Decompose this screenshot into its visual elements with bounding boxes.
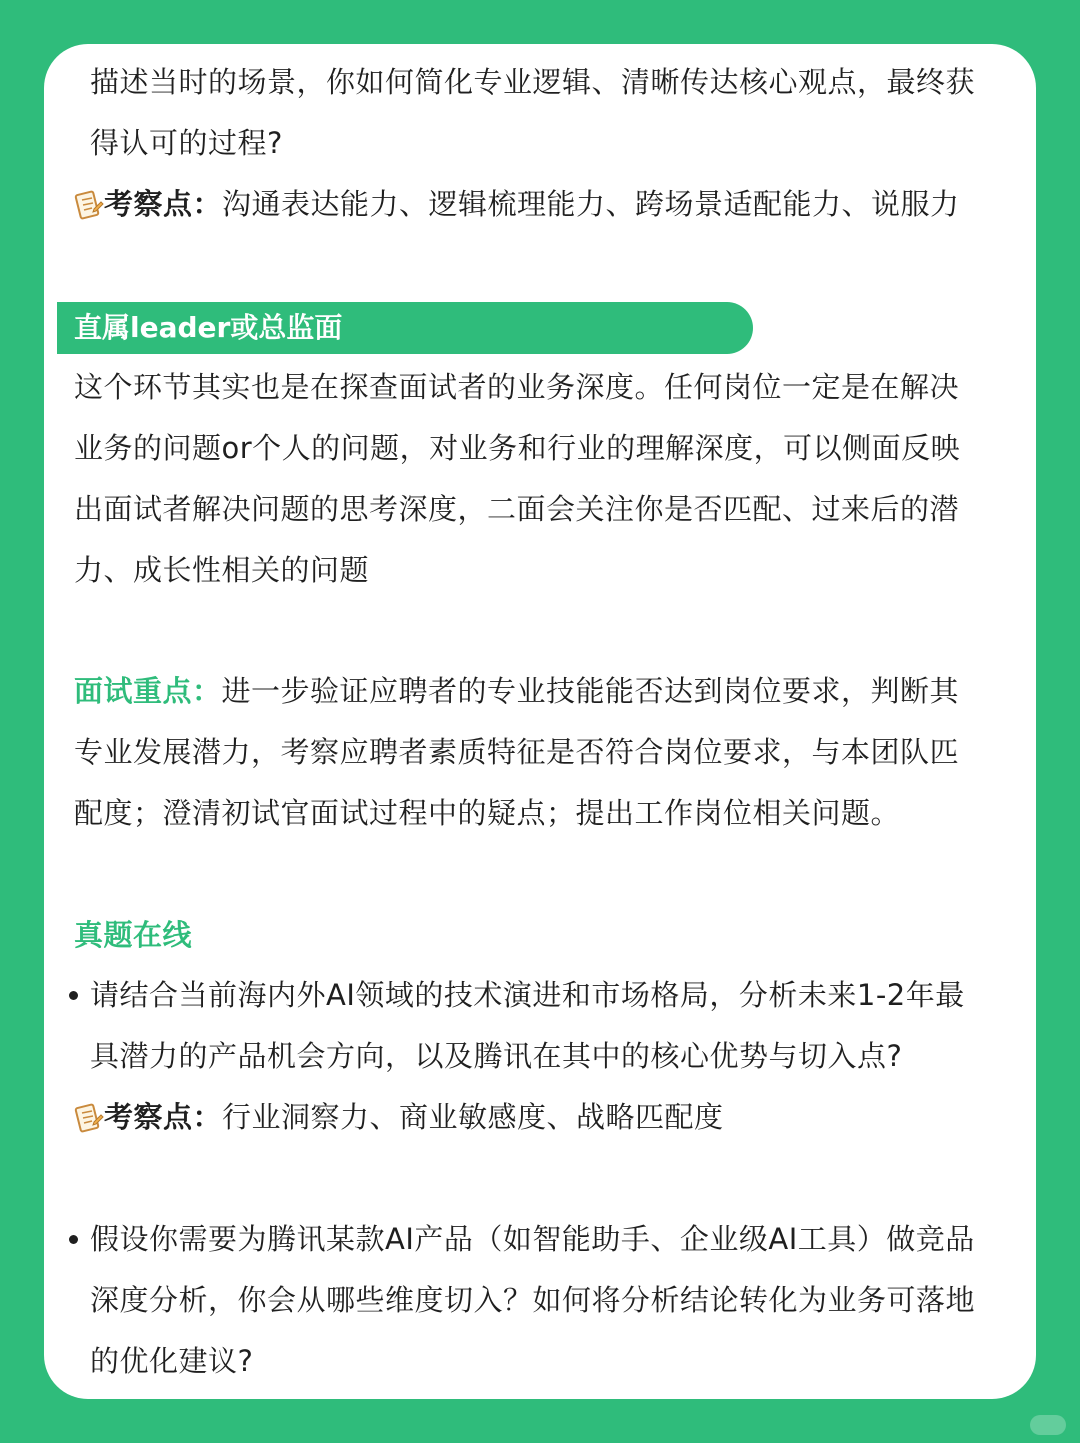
check-point-label: 考察点： [104, 1100, 223, 1134]
question-2-line: 深度分析，你会从哪些维度切入？如何将分析结论转化为业务可落地 [90, 1283, 976, 1317]
check-point-row [104, 1099, 724, 1135]
intro-line: 力、成长性相关的问题 [74, 553, 370, 587]
questions-title: 真题在线 [74, 918, 193, 952]
focus-label: 面试重点： [74, 674, 222, 708]
question-2-line: 假设你需要为腾讯某款AI产品（如智能助手、企业级AI工具）做竞品 [90, 1222, 975, 1256]
check-point-row [104, 186, 960, 222]
section-header-pill [57, 302, 753, 354]
bullet-dot [69, 1235, 78, 1244]
focus-row [74, 673, 959, 709]
question-2-line: 的优化建议? [90, 1344, 254, 1378]
check-point-text: 行业洞察力、商业敏感度、战略匹配度 [222, 1100, 724, 1134]
intro-line: 这个环节其实也是在探查面试者的业务深度。任何岗位一定是在解决 [74, 370, 960, 404]
question-1-line: 请结合当前海内外AI领域的技术演进和市场格局，分析未来1-2年最 [90, 978, 965, 1012]
bullet-dot [69, 991, 78, 1000]
focus-line: 专业发展潜力，考察应聘者素质特征是否符合岗位要求，与本团队匹 [74, 735, 960, 769]
section-title: 直属leader或总监面 [74, 311, 343, 344]
intro-line: 出面试者解决问题的思考深度，二面会关注你是否匹配、过来后的潜 [74, 492, 960, 526]
focus-line: 配度；澄清初试官面试过程中的疑点；提出工作岗位相关问题。 [74, 796, 901, 830]
content-card [44, 44, 1036, 1399]
intro-line: 业务的问题or个人的问题，对业务和行业的理解深度，可以侧面反映 [74, 431, 961, 465]
focus-text: 进一步验证应聘者的专业技能能否达到岗位要求，判断其 [221, 674, 960, 708]
watermark [1030, 1415, 1066, 1435]
check-point-label: 考察点： [104, 187, 223, 221]
memo-icon [72, 1102, 104, 1134]
check-point-text: 沟通表达能力、逻辑梳理能力、跨场景适配能力、说服力 [222, 187, 960, 221]
question-1-line: 具潜力的产品机会方向，以及腾讯在其中的核心优势与切入点? [90, 1039, 903, 1073]
question-text-line: 描述当时的场景，你如何简化专业逻辑、清晰传达核心观点，最终获 [90, 65, 976, 99]
question-text-line: 得认可的过程? [90, 126, 283, 160]
memo-icon [72, 189, 104, 221]
